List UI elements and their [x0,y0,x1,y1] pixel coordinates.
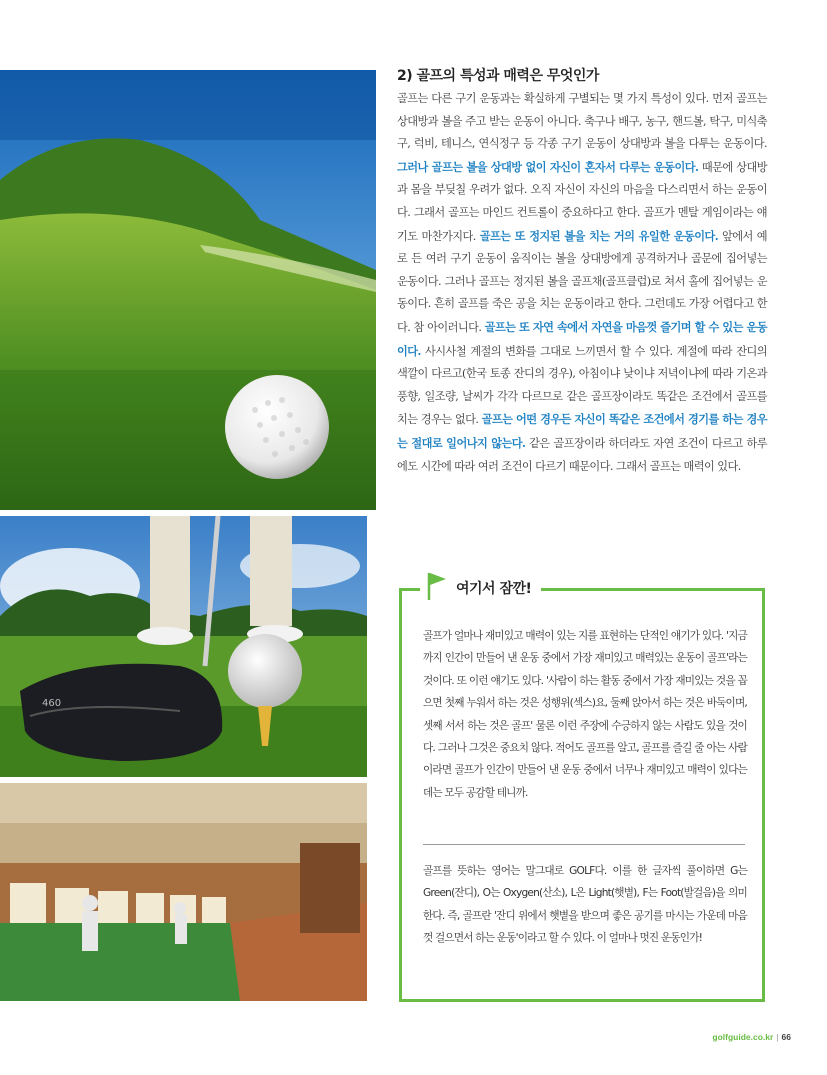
article-body [397,88,767,478]
body-text-run: 골프는 다른 구기 운동과는 확실하게 구별되는 몇 가지 특성이 있다. 먼저 골프는 상대방과 볼을 주고 받는 운동이 아니다. 축구나 배구, 농구, 핸드볼, 탁구, 미식축구, 럭비, 테니스, 연식정구 등 각종 구기 운동이 상대방과 볼을 다투는 운동이다. [397,92,767,151]
highlight-sentence: 골프는 또 자연 속에서 자연을 마음껏 즐기며 할 수 있는 운동이다. [397,319,767,358]
highlight-sentence: 그러나 골프는 볼을 상대방 없이 자신이 혼자서 다루는 운동이다. [397,159,699,174]
footer-separator: | [776,1032,779,1042]
body-text-run: 때문에 상대방과 몸을 부딪칠 우려가 없다. 오직 자신이 자신의 마음을 다스리면서 하는 운동이다. 그래서 골프는 마인드 컨트롤이 중요하다고 한다. 골프가 멘탈 게임이라는 얘기도 마찬가지다. [397,160,767,243]
footer-site-link[interactable]: golfguide.co.kr [712,1032,774,1042]
flag-icon [426,571,448,601]
body-text-run: 앞에서 예로 든 여러 구기 운동이 움직이는 볼을 상대방에게 공격하거나 골문에 집어넣는 운동이다. 그러나 골프는 정지된 볼을 골프채(골프클럽)로 쳐서 홀에 집어넣는 운동이다. 흔히 골프를 죽은 공을 치는 운동이라고 한다. 그런데도 가장 어렵다고 한다. 참 아이러니다. [397,229,767,334]
body-text-run: 같은 골프장이라 하더라도 자연 조건이 다르고 하루에도 시간에 따라 여러 조건이 다르기 때문이다. 그래서 골프는 매력이 있다. [397,436,767,473]
divider [423,844,745,845]
tip-box [399,581,765,1002]
section-title: 2) 골프의 특성과 매력은 무엇인가 [397,68,599,84]
highlight-sentence: 골프는 또 정지된 볼을 치는 거의 유일한 운동이다. [479,228,719,243]
article [397,66,767,478]
golf-ball-on-grass-photo [0,70,376,510]
tip-paragraph: 골프를 뜻하는 영어는 말그대로 GOLF다. 이를 한 글자씩 풀이하면 G는 Green(잔디), O는 Oxygen(산소), L은 Light(햇볕), F는 Foot(발걸음)을 의미한다. 즉, 골프란 '잔디 위에서 햇볕을 받으며 좋은 공기를 마시는 가운데 마음껏 걸으면서 하는 운동'이라고 할 수 있다. 이 얼마나 멋진 운동인가! [423,865,747,945]
tip-paragraph: 골프가 얼마나 재미있고 매력이 있는 지를 표현하는 단적인 얘기가 있다. '지금까지 인간이 만들어 낸 운동 중에서 가장 재미있고 매력있는 운동이 골프'라는 것이다. 또 이런 얘기도 있다. '사람이 하는 활동 중에서 가장 재미있는 것을 꼽으면 첫째 누워서 하는 것은 성행위(섹스)요, 둘째 앉아서 하는 것은 바둑이며, 셋째 서서 하는 것은 골프' 물론 이런 주장에 수긍하지 않는 사람도 있을 것이다. 그러나 그것은 중요치 않다. 적어도 골프를 알고, 골프를 즐길 줄 아는 사람이라면 골프가 인간이 만들어 낸 운동 중에서 너무나 재미있고 매력이 있다는 데는 모두 공감할 테니까. [423,630,747,799]
page-number: 66 [781,1032,791,1042]
page-footer [712,1032,791,1042]
highlight-sentence: 골프는 어떤 경우든 자신이 똑같은 조건에서 경기를 하는 경우는 절대로 일어나지 않는다. [397,412,767,450]
tip-header [420,571,541,601]
body-text-run: 사시사철 계절의 변화를 그대로 느끼면서 할 수 있다. 계절에 따라 잔디의 색깔이 다르고(한국 토종 잔디의 경우), 아침이냐 낮이냐 저녁이냐에 따라 기온과 풍향, 일조량, 날씨가 각각 다르므로 같은 골프장이라도 똑같은 조건에서 골프를 치는 경우는 없다. [397,344,767,427]
tip-title: 여기서 잠깐! [456,581,532,597]
driver-and-tee-photo [0,516,367,777]
driver-model-label: 460 [42,698,62,709]
driving-range-photo [0,783,367,1001]
